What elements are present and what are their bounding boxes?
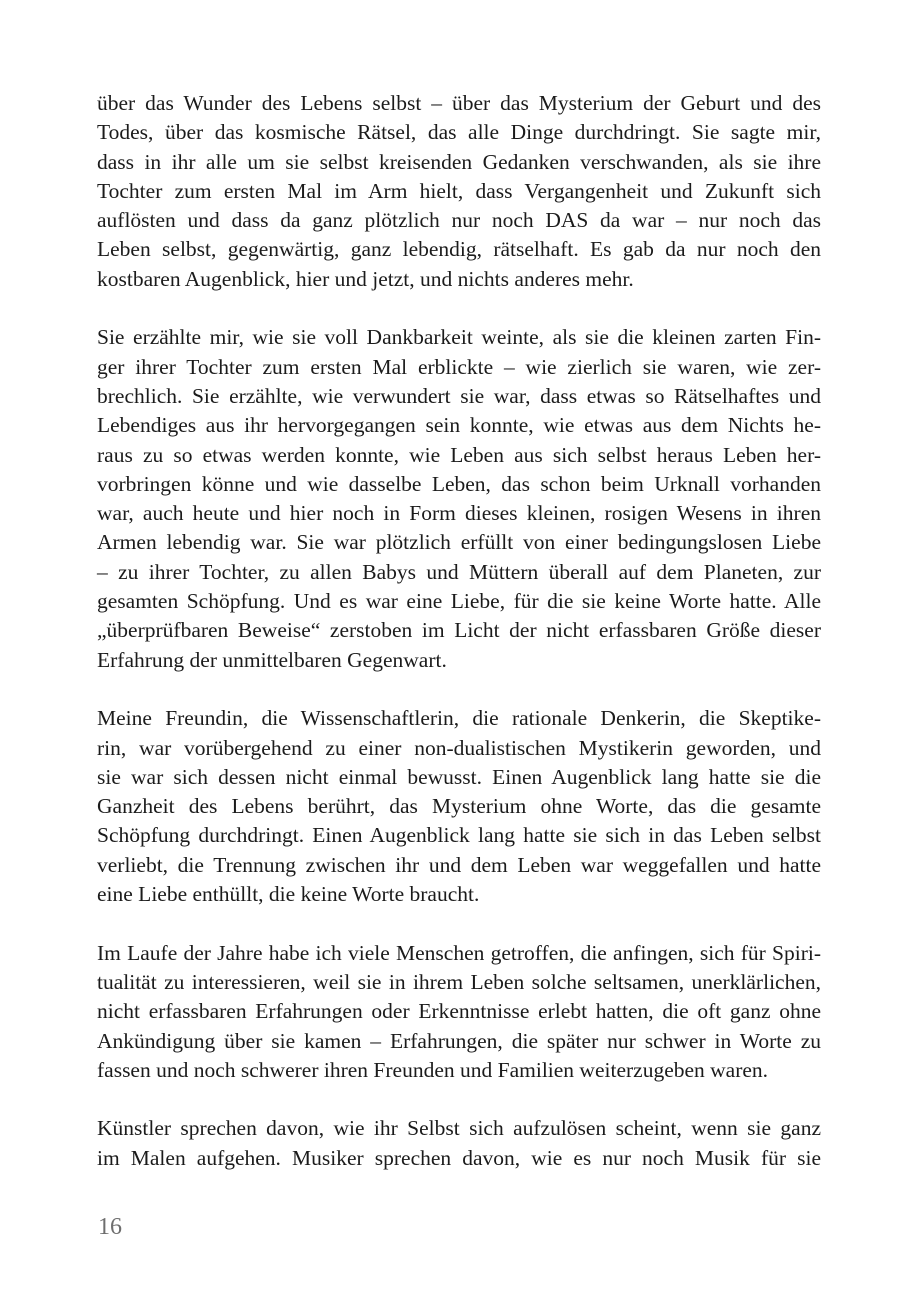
text-line: kostbaren Augenblick, hier und jetzt, und nichts anderes mehr. (97, 266, 634, 291)
text-line: dass in ihr alle um sie selbst kreisenden Gedanken verschwanden, als sie ihre (97, 149, 821, 174)
text-block (97, 89, 821, 1202)
text-line: war, auch heute und hier noch in Form dieses kleinen, rosigen Wesens in ihren (97, 501, 821, 526)
text-line: „überprüfbaren Beweise“ zerstoben im Licht der nicht erfassbaren Größe dieser (97, 618, 821, 643)
text-line: Sie erzählte mir, wie sie voll Dankbarkeit weinte, als sie die kleinen zarten Fin- (97, 325, 821, 350)
text-line: Künstler sprechen davon, wie ihr Selbst sich aufzulösen scheint, wenn sie ganz (97, 1116, 821, 1141)
text-line: Ankündigung über sie kamen – Erfahrungen, die später nur schwer in Worte zu (97, 1028, 821, 1053)
text-line: Ganzheit des Lebens berührt, das Mysterium ohne Worte, das die gesamte (97, 794, 821, 819)
text-line: vorbringen könne und wie dasselbe Leben, das schon beim Urknall vorhanden (97, 471, 821, 496)
text-line: eine Liebe enthüllt, die keine Worte braucht. (97, 882, 480, 907)
text-line: verliebt, die Trennung zwischen ihr und dem Leben war weggefallen und hatte (97, 852, 821, 877)
text-line: fassen und noch schwerer ihren Freunden und Familien weiterzugeben waren. (97, 1057, 769, 1082)
text-line: raus zu so etwas werden konnte, wie Leben aus sich selbst heraus Leben her- (97, 442, 821, 467)
text-line: – zu ihrer Tochter, zu allen Babys und Müttern überall auf dem Planeten, zur (97, 559, 821, 584)
paragraph (97, 323, 821, 675)
text-line: Meine Freundin, die Wissenschaftlerin, die rationale Denkerin, die Skeptike- (97, 706, 821, 731)
page-number: 16 (98, 1214, 122, 1240)
text-line: gesamten Schöpfung. Und es war eine Liebe, für die sie keine Worte hatte. Alle (97, 589, 821, 614)
paragraph (97, 89, 821, 294)
paragraph (97, 1114, 821, 1173)
text-line: brechlich. Sie erzählte, wie verwundert sie war, dass etwas so Rätselhaftes und (97, 383, 821, 408)
text-line: ger ihrer Tochter zum ersten Mal erblickte – wie zierlich sie waren, wie zer- (97, 354, 821, 379)
text-line: rin, war vorübergehend zu einer non-dualistischen Mystikerin geworden, und (97, 735, 821, 760)
text-line: sie war sich dessen nicht einmal bewusst. Einen Augenblick lang hatte sie die (97, 764, 821, 789)
text-line: im Malen aufgehen. Musiker sprechen davon, wie es nur noch Musik für sie (97, 1145, 821, 1170)
text-line: Erfahrung der unmittelbaren Gegenwart. (97, 647, 447, 672)
text-line: Armen lebendig war. Sie war plötzlich erfüllt von einer bedingungslosen Liebe (97, 530, 821, 555)
text-line: tualität zu interessieren, weil sie in ihrem Leben solche seltsamen, unerklärlichen, (97, 969, 821, 994)
text-line: nicht erfassbaren Erfahrungen oder Erkenntnisse erlebt hatten, die oft ganz ohne (97, 999, 821, 1024)
text-line: Leben selbst, gegenwärtig, ganz lebendig, rätselhaft. Es gab da nur noch den (97, 237, 821, 262)
text-line: Lebendiges aus ihr hervorgegangen sein konnte, wie etwas aus dem Nichts he- (97, 413, 821, 438)
text-line: Im Laufe der Jahre habe ich viele Menschen getroffen, die anfingen, sich für Spiri- (97, 940, 821, 965)
paragraph (97, 704, 821, 909)
text-line: Tochter zum ersten Mal im Arm hielt, dass Vergangenheit und Zukunft sich (97, 178, 821, 203)
text-line: Todes, über das kosmische Rätsel, das alle Dinge durchdringt. Sie sagte mir, (97, 120, 821, 145)
paragraph (97, 939, 821, 1085)
text-line: auflösten und dass da ganz plötzlich nur noch DAS da war – nur noch das (97, 208, 821, 233)
text-line: Schöpfung durchdringt. Einen Augenblick lang hatte sie sich in das Leben selbst (97, 823, 821, 848)
text-line: über das Wunder des Lebens selbst – über das Mysterium der Geburt und des (97, 91, 821, 115)
